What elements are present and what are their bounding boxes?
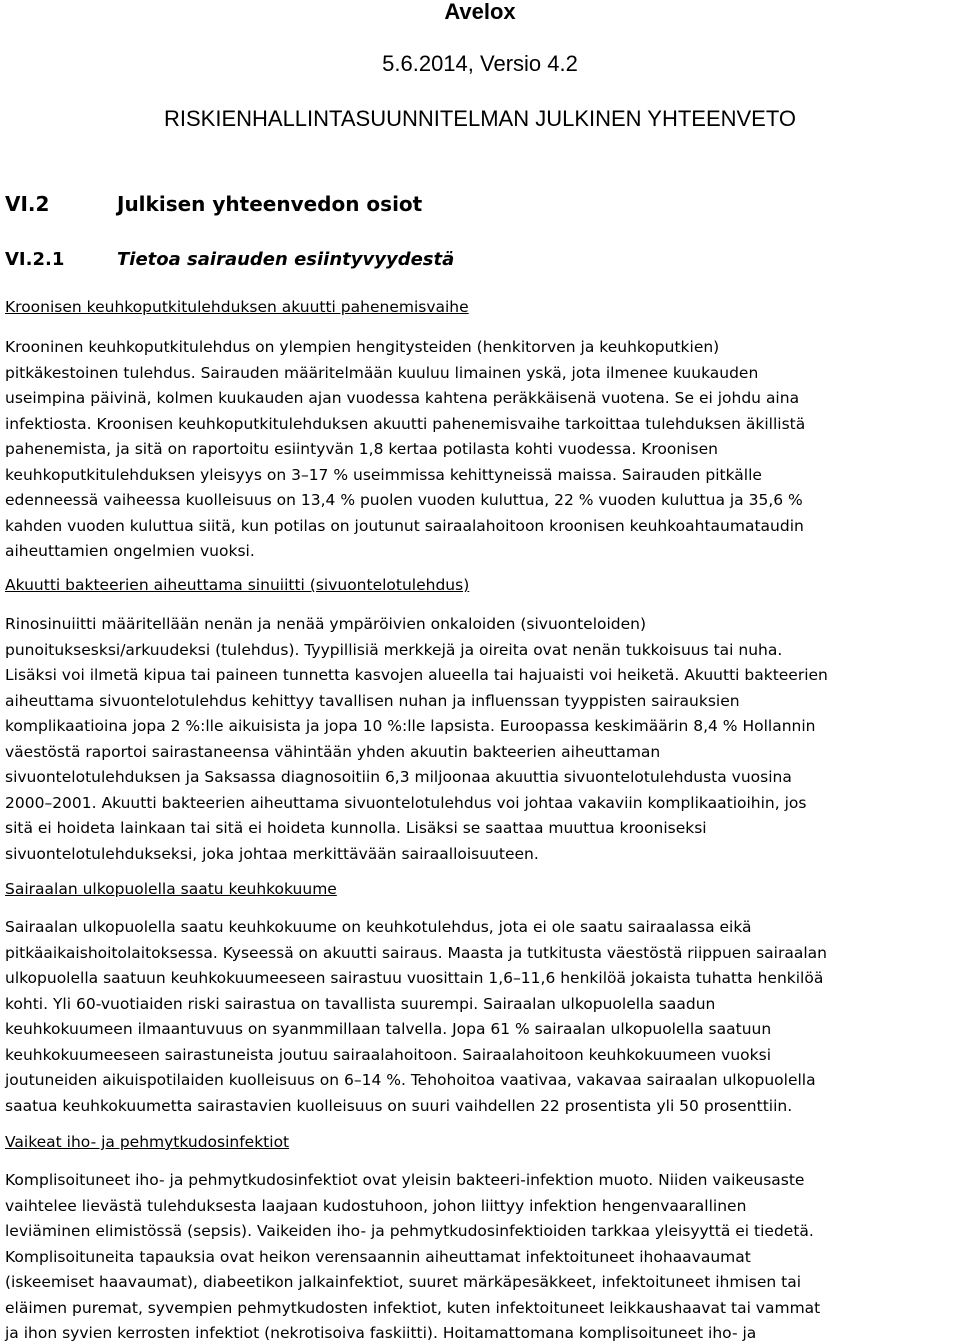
text-line: pitkäkestoinen tulehdus. Sairauden määritelmään kuuluu limainen yskä, jota ilmenee kuukauden	[5, 363, 759, 382]
text-line: kahden vuoden kuluttua siitä, kun potilas on joutunut sairaalahoitoon kroonisen keuhkoahtaumataudin	[5, 516, 804, 535]
text-line: Lisäksi voi ilmetä kipua tai paineen tunnetta kasvojen alueella tai hajuaisti voi heiketä. Akuutti bakteerien	[5, 666, 828, 684]
text-line: eläimen puremat, syvempien pehmytkudosten infektiot, kuten infektoituneet leikkaushaavat tai vammat	[5, 1298, 821, 1317]
topic-body-chronic-bronchitis	[5, 335, 955, 565]
text-line: pahenemista, ja sitä on raportoitu esiintyvän 1,8 kertaa potilasta kohti vuodessa. Kroonisen	[5, 440, 718, 458]
text-line: aiheuttamien ongelmien vuoksi.	[5, 542, 255, 560]
text-line: pitkäaikaishoitolaitoksessa. Kyseessä on akuutti sairaus. Maasta ja tutkitusta väestöstä riippuen sairaalan	[5, 943, 827, 962]
text-line: Rinosinuiitti määritellään nenän ja nenää ympäröivien onkaloiden (sivuonteloiden)	[5, 615, 647, 633]
text-line: kohti. Yli 60-vuotiaiden riski sairastua on tavallista suurempi. Sairaalan ulkopuolella saadun	[5, 994, 716, 1013]
company-name: Avelox	[444, 0, 516, 24]
text-line: ja ihon syvien kerrosten infektiot (nekrotisoiva faskiitti). Hoitamattomana komplisoituneet iho- ja	[5, 1324, 757, 1342]
text-line: sitä ei hoideta lainkaan tai sitä ei hoideta kunnolla. Lisäksi se saattaa muuttua krooniseksi	[5, 819, 707, 837]
text-line: sivuontelotulehdukseksi, joka johtaa merkittävään sairaalloisuuteen.	[5, 844, 539, 863]
text-line: Komplisoituneet iho- ja pehmytkudosinfektiot ovat yleisin bakteeri-infektion muoto. Niiden vaikeusaste	[5, 1171, 805, 1189]
text-line: aiheuttama sivuontelotulehdus kehittyy tavallisen nuhan ja influenssan tyyppisten sairauksien	[5, 691, 740, 710]
topic-body-sinusitis	[5, 612, 955, 867]
text-line: keuhkoputkitulehduksen yleisyys on 3–17 % useimmissa kehittyneissä maissa. Sairauden pitkälle	[5, 465, 762, 484]
text-line: vaihtelee lievästä tulehduksesta laajaan kudostuhoon, johon liittyy infektion hengenvaarallinen	[5, 1196, 747, 1215]
text-line: punoituksesksi/arkuudeksi (tulehdus). Tyypillisiä merkkejä ja oireita ovat nenän tukkoisuus tai nuha.	[5, 640, 783, 659]
subsection-number: VI.2.1	[5, 249, 65, 270]
topic-heading-skin-infections: Vaikeat iho- ja pehmytkudosinfektiot	[5, 1133, 290, 1151]
text-line: väestöstä raportoi sairastaneensa vähintään yhden akuutin bakteerien aiheuttaman	[5, 742, 661, 761]
topic-heading-chronic-bronchitis: Kroonisen keuhkoputkitulehduksen akuutti pahenemisvaihe	[5, 298, 469, 316]
text-line: infektiosta. Kroonisen keuhkoputkitulehduksen akuutti pahenemisvaihe tarkoittaa tulehduksen äkillistä	[5, 414, 806, 433]
text-line: Komplisoituneita tapauksia ovat heikon verensaannin aiheuttamat infektoituneet ihohaavaumat	[5, 1247, 751, 1266]
text-line: useimpina päivinä, kolmen kuukauden ajan vuodessa kahtena peräkkäisenä vuotena. Se ei johdu aina	[5, 389, 800, 407]
text-line: edenneessä vaiheessa kuolleisuus on 13,4 % puolen vuoden kuluttua, 22 % vuoden kuluttua ja 35,6 %	[5, 491, 803, 509]
text-line: keuhkokuumeen ilmaantuvuus on syanmmillaan talvella. Jopa 61 % sairaalan ulkopuolella saatuun	[5, 1020, 772, 1038]
text-line: leviäminen elimistössä (sepsis). Vaikeiden iho- ja pehmytkudosinfektioiden tarkkaa yleisyyttä ei tiedetä.	[5, 1222, 814, 1240]
topic-body-pneumonia	[5, 915, 955, 1119]
text-line: Sairaalan ulkopuolella saatu keuhkokuume on keuhkotulehdus, jota ei ole saatu sairaalassa eikä	[5, 918, 752, 936]
date-version: 5.6.2014, Versio 4.2	[382, 51, 578, 76]
text-line: joutuneiden aikuispotilaiden kuolleisuus on 6–14 %. Tehohoitoa vaativaa, vakavaa sairaalan ulkopuolella	[5, 1071, 816, 1089]
text-line: saatua keuhkokuumetta sairastavien kuolleisuus on suuri vaihdellen 22 prosentista yli 50 prosenttiin.	[5, 1096, 793, 1115]
section-title: Julkisen yhteenvedon osiot	[117, 192, 423, 216]
subsection-title: Tietoa sairauden esiintyvyydestä	[117, 249, 455, 270]
topic-heading-sinusitis: Akuutti bakteerien aiheuttama sinuiitti (sivuontelotulehdus)	[5, 576, 470, 594]
text-line: komplikaatioina jopa 2 %:lle aikuisista ja jopa 10 %:lle lapsista. Euroopassa keskimäärin 8,4 % Hollannin	[5, 717, 816, 735]
document-title: RISKIENHALLINTASUUNNITELMAN JULKINEN YHTEENVETO	[163, 106, 797, 131]
text-line: ulkopuolella saatuun keuhkokuumeeseen sairastuu vuosittain 1,6–11,6 henkilöä jokaista tuhatta henkilöä	[5, 969, 824, 987]
topic-heading-pneumonia: Sairaalan ulkopuolella saatu keuhkokuume	[5, 880, 337, 898]
text-line: keuhkokuumeeseen sairastuneista joutuu sairaalahoitoon. Sairaalahoitoon keuhkokuumeen vuoksi	[5, 1045, 772, 1064]
text-line: sivuontelotulehduksen ja Saksassa diagnosoitiin 6,3 miljoonaa akuuttia sivuontelotulehdusta vuosina	[5, 768, 792, 786]
topic-body-skin-infections	[5, 1168, 955, 1342]
text-line: 2000–2001. Akuutti bakteerien aiheuttama sivuontelotulehdus voi johtaa vakaviin komplikaatioihin, jos	[5, 793, 807, 812]
text-line: Krooninen keuhkoputkitulehdus on ylempien hengitysteiden (henkitorven ja keuhkoputkien)	[5, 338, 720, 356]
text-line: (iskeemiset haavaumat), diabeetikon jalkainfektiot, suuret märkäpesäkkeet, infektoituneet ihmisen tai	[5, 1273, 802, 1291]
section-number: VI.2	[5, 192, 50, 216]
